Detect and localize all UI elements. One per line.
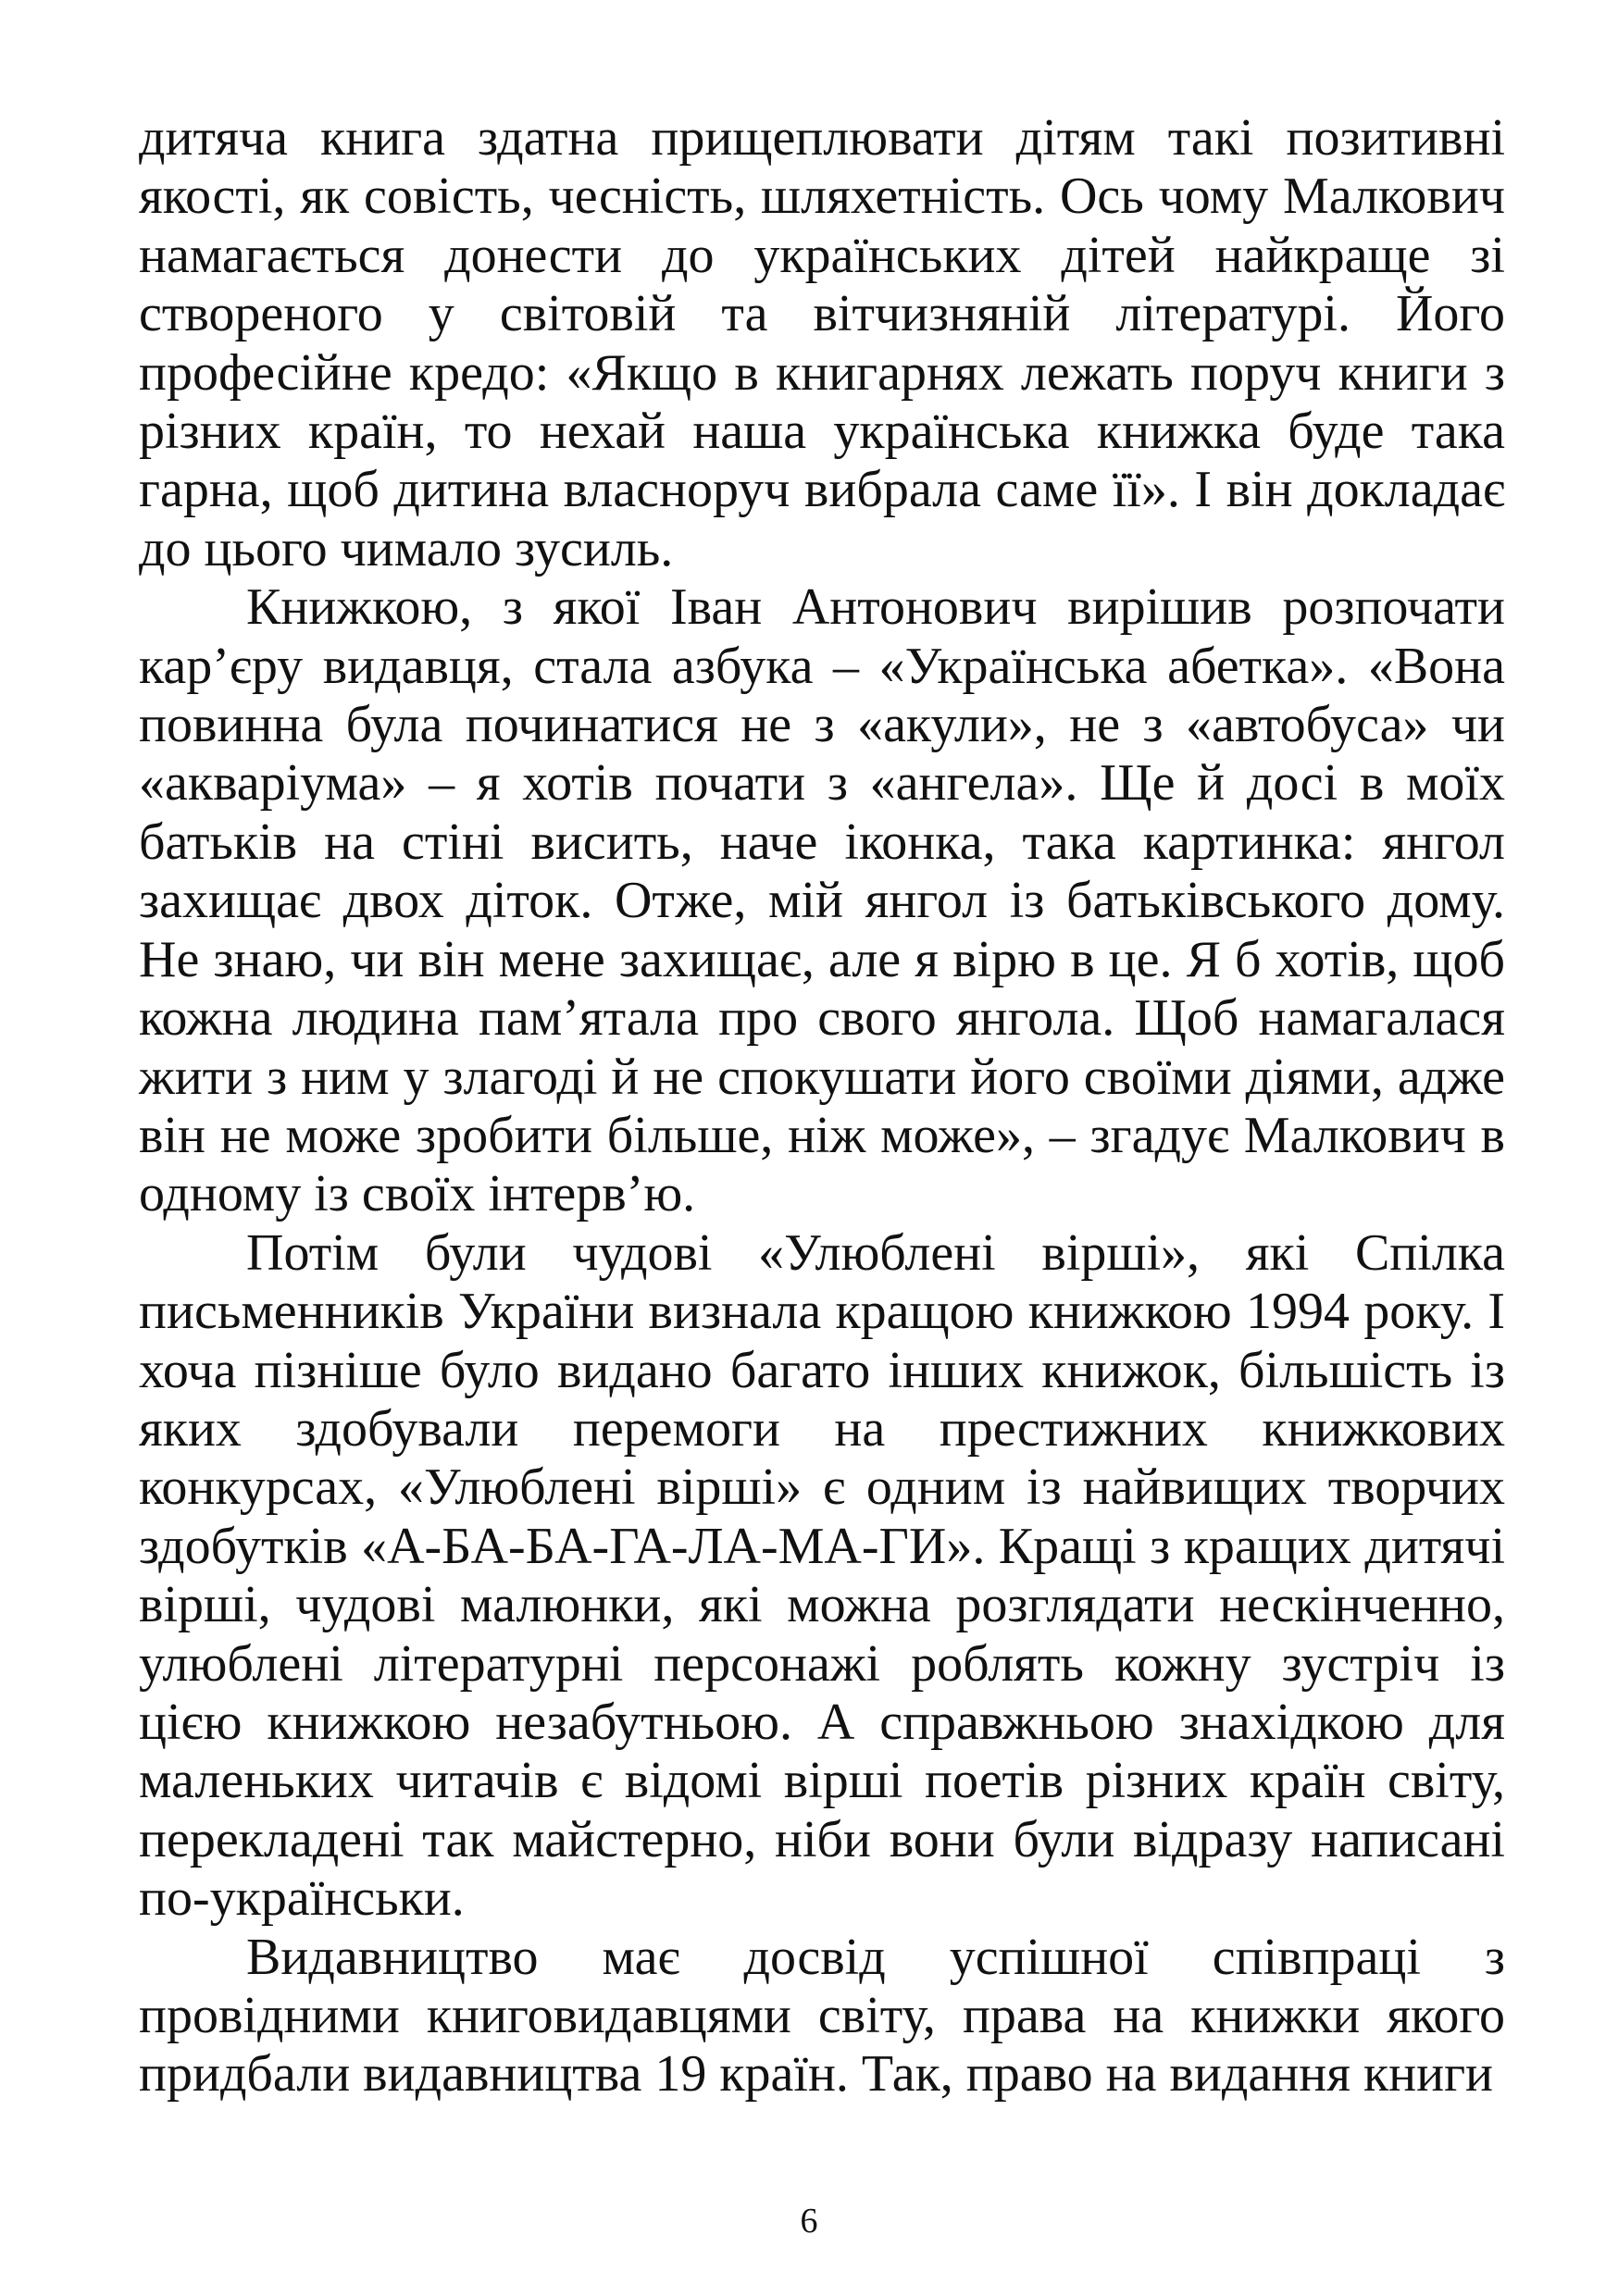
paragraph-3: Потім були чудові «Улюблені вірші», які Спілка письменників України визнала кращою книжкою 1994 року. І хоча пізніше було видано багато інших книжок, більшість із яких здобували перемоги на престижних книжкових конкурсах, «Улюблені вірші» є одним із найвищих творчих здобутків «А-БА-БА-ГА-ЛА-МА-ГИ». Кращі з кращих дитячі вірші, чудові малюнки, які можна розглядати нескінченно, улюблені літературні персонажі роблять кожну зустріч із цією книжкою незабутньою. А справжньою знахідкою для маленьких читачів є відомі вірші поетів різних країн світу, перекладені так майстерно, ніби вони були відразу написані по-українськи. xyxy=(139,1223,1505,1928)
body-text xyxy=(139,109,1505,2104)
paragraph-1: дитяча книга здатна прищеплювати дітям такі позитивні якості, як совість, чесність, шляхетність. Ось чому Малкович намагається донести до українських дітей найкраще зі створеного у світовій та вітчизняній літературі. Його професійне кредо: «Якщо в книгарнях лежать поруч книги з різних країн, то нехай наша українська книжка буде така гарна, щоб дитина власноруч вибрала саме її». І він докладає до цього чимало зусиль. xyxy=(139,109,1505,577)
paragraph-4: Видавництво має досвід успішної співпраці з провідними книговидавцями світу, права на книжки якого придбали видавництва 19 країн. Так, право на видання книги xyxy=(139,1928,1505,2104)
page-number: 6 xyxy=(800,2202,818,2240)
paragraph-2: Книжкою, з якої Іван Антонович вирішив розпочати кар’єру видавця, стала азбука – «Українська абетка». «Вона повинна була починатися не з «акули», не з «автобуса» чи «акваріума» – я хотів почати з «ангела». Ще й досі в моїх батьків на стіні висить, наче іконка, така картинка: янгол захищає двох діток. Отже, мій янгол із батьківського дому. Не знаю, чи він мене захищає, але я вірю в це. Я б хотів, щоб кожна людина пам’ятала про свого янгола. Щоб намагалася жити з ним у злагоді й не спокушати його своїми діями, адже він не може зробити більше, ніж може», – згадує Малкович в одному із своїх інтерв’ю. xyxy=(139,578,1505,1223)
